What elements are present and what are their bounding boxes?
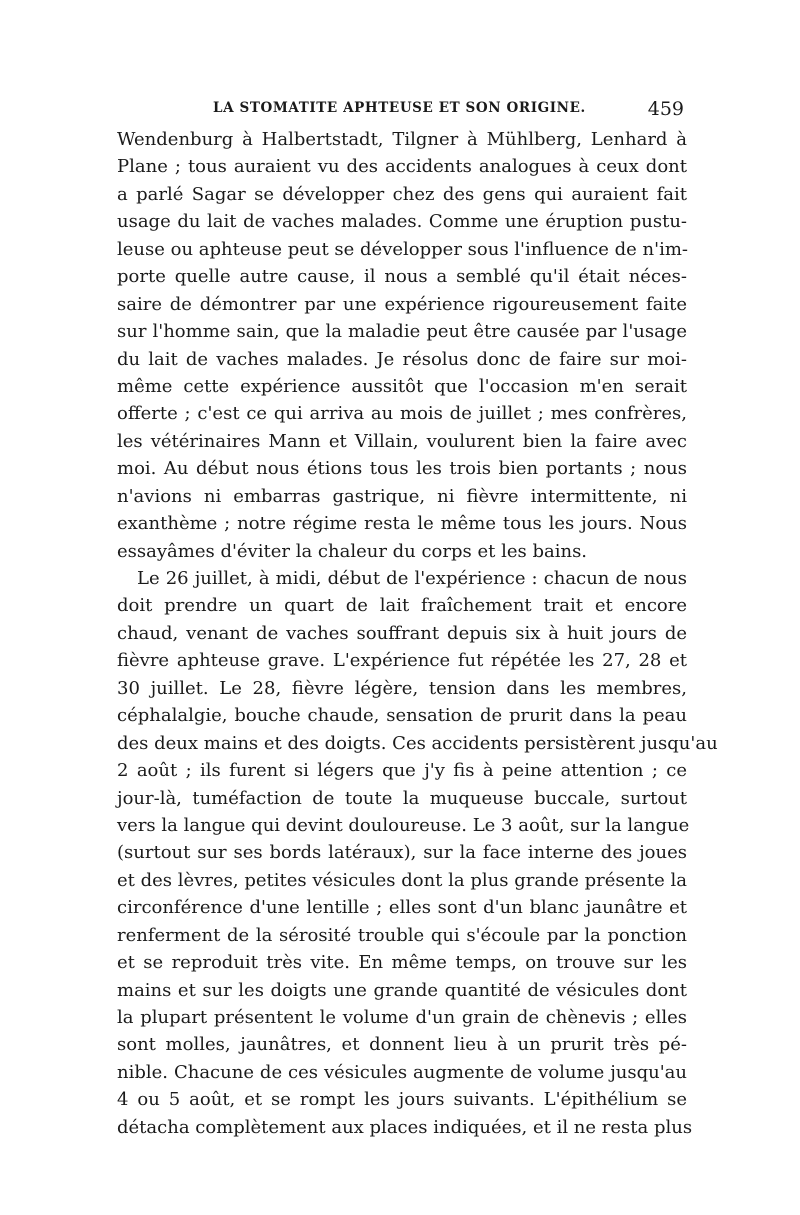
text-line: sur l'homme sain, que la maladie peut être causée par l'usage (117, 321, 687, 343)
text-line: (surtout sur ses bords latéraux), sur la face interne des joues (117, 842, 687, 864)
text-line: Le 26 juillet, à midi, début de l'expérience : chacun de nous (137, 568, 687, 589)
text-line: et des lèvres, petites vésicules dont la plus grande présente la (117, 869, 687, 891)
text-line: n'avions ni embarras gastrique, ni fièvre intermittente, ni (117, 485, 687, 507)
running-title: LA STOMATITE APHTEUSE ET SON ORIGINE. (213, 100, 586, 116)
text-line: exanthème ; notre régime resta le même tous les jours. Nous (117, 513, 687, 535)
text-line: leuse ou aphteuse peut se développer sous l'influence de n'im- (117, 238, 688, 260)
text-line: des deux mains et des doigts. Ces accidents persistèrent jusqu'au (117, 732, 718, 754)
text-line: 4 ou 5 août, et se rompt les jours suivants. L'épithélium se (117, 1089, 687, 1111)
text-line: Plane ; tous auraient vu des accidents analogues à ceux dont (117, 156, 687, 178)
text-line: même cette expérience aussitôt que l'occasion m'en serait (117, 375, 687, 397)
text-line: nible. Chacune de ces vésicules augmente de volume jusqu'au (117, 1061, 687, 1083)
text-line: a parlé Sagar se développer chez des gens qui auraient fait (117, 183, 687, 205)
text-line: moi. Au début nous étions tous les trois bien portants ; nous (117, 458, 687, 480)
text-line: essayâmes d'éviter la chaleur du corps et les bains. (117, 540, 588, 562)
text-line: vers la langue qui devint douloureuse. Le 3 août, sur la langue (117, 814, 690, 836)
text-line: renferment de la sérosité trouble qui s'écoule par la ponction (117, 924, 687, 946)
text-line: détacha complètement aux places indiquées, et il ne resta plus (117, 1116, 693, 1138)
text-line: 2 août ; ils furent si légers que j'y fis à peine attention ; ce (117, 760, 687, 782)
text-line: jour-là, tuméfaction de toute la muqueuse buccale, surtout (117, 787, 687, 809)
page-number: 459 (647, 98, 684, 120)
text-line: circonférence d'une lentille ; elles sont d'un blanc jaunâtre et (117, 897, 687, 919)
text-line: sont molles, jaunâtres, et donnent lieu à un prurit très pé- (117, 1034, 687, 1056)
text-line: 30 juillet. Le 28, fièvre légère, tension dans les membres, (117, 677, 687, 699)
text-line: usage du lait de vaches malades. Comme une éruption pustu- (117, 211, 687, 233)
text-line: céphalalgie, bouche chaude, sensation de prurit dans la peau (117, 705, 687, 727)
text-line: fièvre aphteuse grave. L'expérience fut répétée les 27, 28 et (117, 650, 687, 672)
text-line: doit prendre un quart de lait fraîchement trait et encore (117, 595, 687, 617)
text-line: mains et sur les doigts une grande quantité de vésicules dont (117, 979, 687, 1001)
running-head (118, 98, 684, 122)
text-line: chaud, venant de vaches souffrant depuis six à huit jours de (117, 622, 687, 644)
body-text (117, 126, 718, 1141)
text-line: Wendenburg à Halbertstadt, Tilgner à Mühlberg, Lenhard à (117, 129, 687, 150)
text-line: la plupart présentent le volume d'un grain de chènevis ; elles (117, 1007, 687, 1028)
text-line: et se reproduit très vite. En même temps, on trouve sur les (117, 952, 687, 974)
text-line: saire de démontrer par une expérience rigoureusement faite (117, 293, 687, 315)
text-line: les vétérinaires Mann et Villain, voulurent bien la faire avec (117, 430, 687, 452)
text-line: offerte ; c'est ce qui arriva au mois de juillet ; mes confrères, (117, 403, 687, 425)
text-line: porte quelle autre cause, il nous a semblé qu'il était néces- (117, 266, 687, 288)
text-line: du lait de vaches malades. Je résolus donc de faire sur moi- (117, 348, 687, 370)
